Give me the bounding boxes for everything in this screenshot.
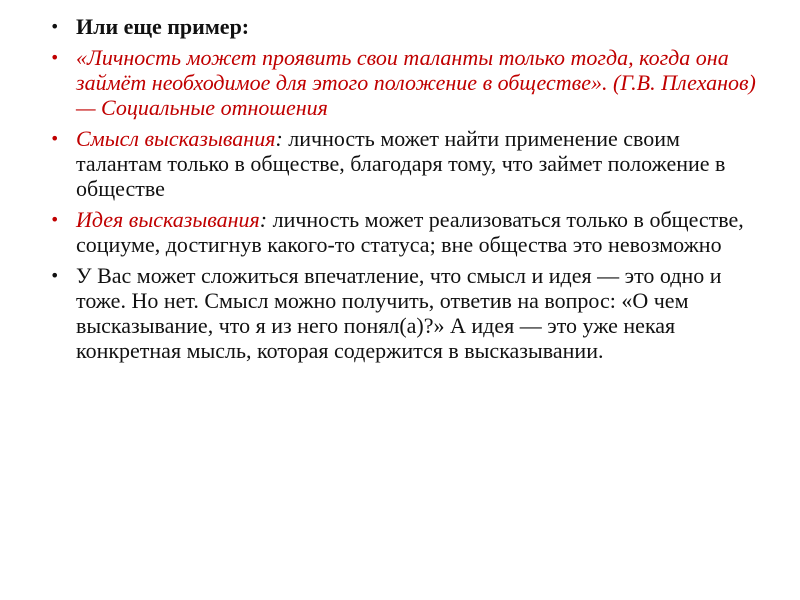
idea-label: Идея высказывания [76, 207, 260, 232]
list-item-idea [44, 207, 760, 257]
idea-text: личность может реализоваться только в обществе, социуме, достигнув какого-то статуса; вне общества это невозможно [76, 207, 744, 257]
bullet-list [44, 14, 760, 363]
list-item-meaning [44, 126, 760, 201]
bullet-dot-icon: • [50, 266, 60, 285]
list-item-intro [44, 14, 760, 39]
explanation-text: У Вас может сложиться впечатление, что смысл и идея — это одно и тоже. Но нет. Смысл можно получить, ответив на вопрос: «О чем высказывание, что я из него понял(а)?» А идея — это уже некая конкретная мысль, которая содержится в высказывании. [76, 263, 722, 363]
meaning-label: Смысл высказывания [76, 126, 276, 151]
bullet-dot-icon: • [50, 48, 60, 67]
quote-text: «Личность может проявить свои таланты только тогда, когда она займёт необходимое для этого положение в обществе». (Г.В. Плеханов) — Социальные отношения [76, 45, 756, 120]
bullet-dot-icon: • [50, 129, 60, 148]
meaning-text: личность может найти применение своим талантам только в обществе, благодаря тому, что займет положение в обществе [76, 126, 726, 201]
idea-colon: : [259, 207, 268, 232]
list-item-quote [44, 45, 760, 120]
meaning-colon: : [275, 126, 283, 151]
intro-heading: Или еще пример: [76, 14, 250, 39]
bullet-dot-icon: • [50, 210, 60, 229]
list-item-explanation [44, 263, 760, 363]
bullet-dot-icon: • [50, 17, 60, 36]
